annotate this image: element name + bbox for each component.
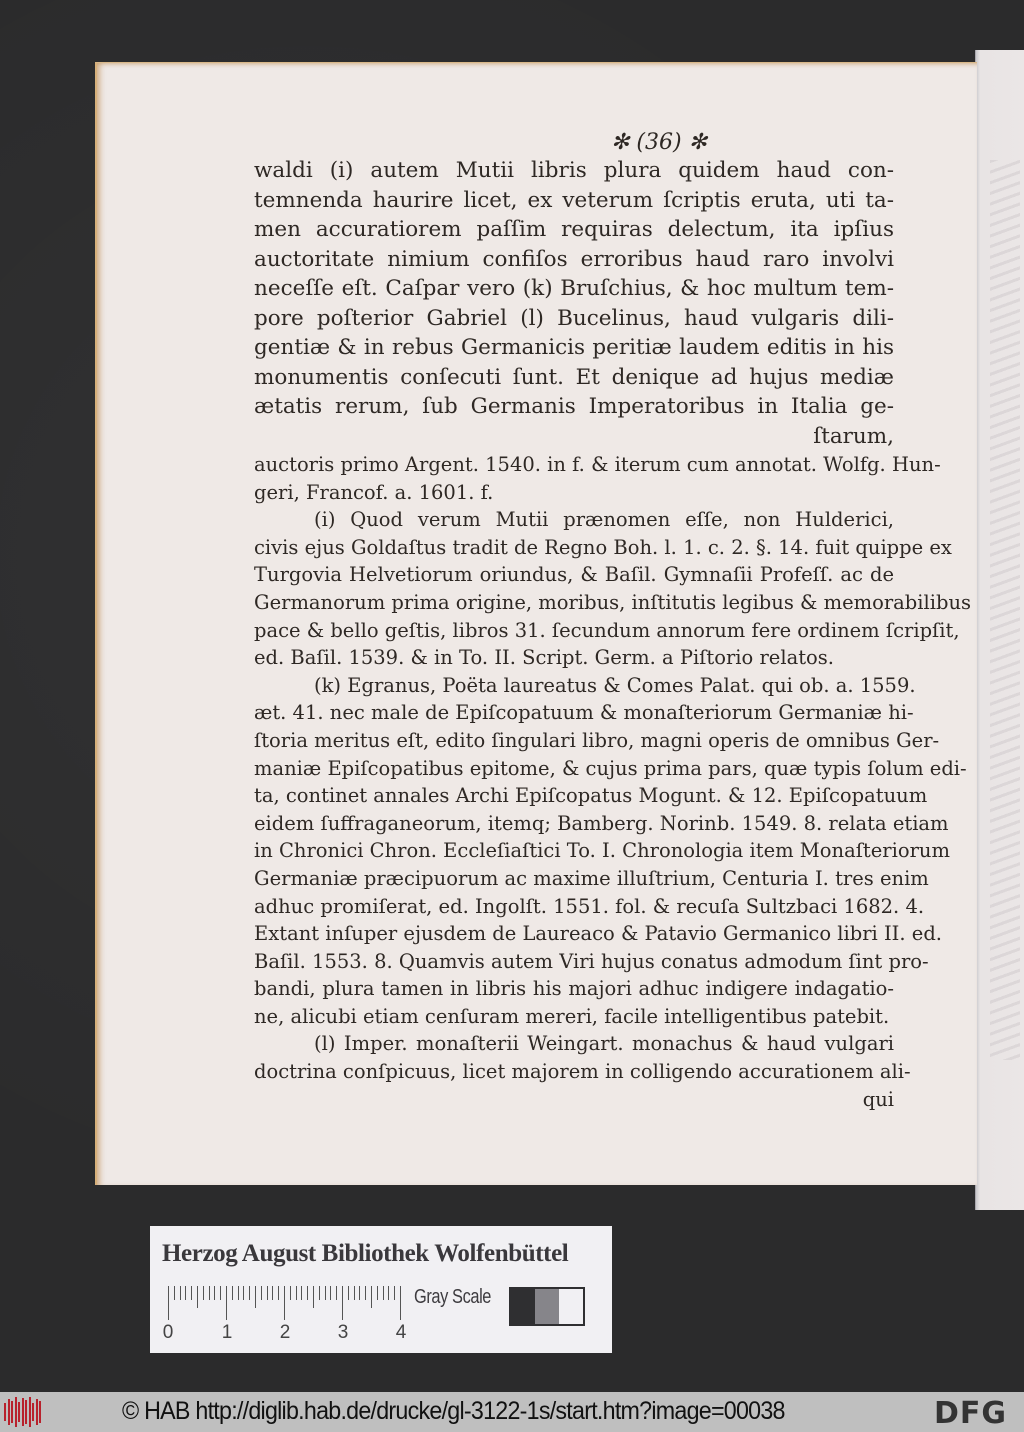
ruler-tick <box>249 1286 250 1300</box>
logo-bar <box>22 1398 24 1426</box>
gray-swatch-dark <box>511 1289 535 1324</box>
ruler-tick <box>383 1286 384 1300</box>
ruler-label: 1 <box>221 1322 233 1343</box>
ruler-tick <box>394 1286 395 1300</box>
ruler-tick <box>174 1286 175 1300</box>
book-page <box>95 62 977 1185</box>
ruler-tick <box>377 1286 378 1300</box>
ruler-label: 2 <box>279 1322 291 1343</box>
footnote-line: civis ejus Goldaſtus tradit de Regno Boh. l. 1. c. 2. §. 14. fuit quippe ex <box>254 535 952 559</box>
footnote-line: in Chronici Chron. Eccleſiaſtici To. I. Chronologia item Monaſteriorum <box>254 839 950 863</box>
footnotes <box>254 451 972 1113</box>
ruler-tick <box>296 1286 297 1300</box>
footnote-line: Turgovia Helvetiorum oriundus, & Baſil. Gymnaſii Profeſſ. ac de <box>254 563 894 587</box>
ruler-tick <box>272 1286 273 1300</box>
logo-bar <box>29 1397 31 1427</box>
library-name: Herzog August Bibliothek Wolfenbüttel <box>162 1240 569 1267</box>
ruler-tick <box>214 1286 215 1300</box>
footnote-line: maniæ Epiſcopatibus epitome, & cujus prima pars, quæ typis ſolum edi- <box>254 756 967 780</box>
ruler-tick <box>255 1286 256 1308</box>
ruler-tick <box>284 1286 285 1320</box>
logo-bar <box>4 1403 6 1421</box>
logo-bar <box>32 1403 34 1421</box>
main-line: neceſſe eſt. Caſpar vero (k) Bruſchius, & hoc multum tem- <box>254 276 894 301</box>
footnote-line: auctoris primo Argent. 1540. in f. & iterum cum annotat. Wolfg. Hun- <box>254 453 941 476</box>
main-line: waldi (i) autem Mutii libris plura quidem haud con- <box>254 158 894 183</box>
ruler-tick <box>290 1286 291 1300</box>
ruler-tick <box>365 1286 366 1300</box>
show-through-text <box>990 160 1020 1060</box>
logo-bar <box>39 1401 41 1423</box>
logo-bar <box>8 1399 10 1425</box>
gray-swatch-light <box>559 1289 583 1324</box>
page-number: ✻ (36) ✻ <box>610 130 707 155</box>
ruler-tick <box>371 1286 372 1308</box>
footnote-line: Germanorum prima origine, moribus, inſtitutis legibus & memorabilibus <box>254 590 972 614</box>
footnote-line: geri, Francof. a. 1601. f. <box>254 480 494 504</box>
ruler-tick <box>185 1286 186 1300</box>
ruler-tick <box>336 1286 337 1300</box>
ruler-tick <box>209 1286 210 1300</box>
footnote-line: adhuc promiſerat, ed. Ingolſt. 1551. fol. & recuſa Sultzbaci 1682. 4. <box>254 894 925 918</box>
gray-scale-label: Gray Scale <box>414 1286 492 1308</box>
footnote-line: doctrina conſpicuus, licet majorem in colligendo accurationem ali- <box>254 1060 911 1084</box>
footnote-i: (i) Quod verum Mutii prænomen eſſe, non Hulderici, <box>314 508 894 532</box>
ruler-tick <box>354 1286 355 1300</box>
footnote-line: Baſil. 1553. 8. Quamvis autem Viri hujus conatus admodum ſint pro- <box>254 949 929 973</box>
logo-bar <box>11 1401 13 1423</box>
dfg-logo-icon: DFG <box>934 1396 1008 1431</box>
ruler-tick <box>261 1286 262 1300</box>
adjacent-page-edge <box>975 50 1024 1210</box>
footnote-line: pace & bello geſtis, libros 31. ſecundum annorum fere ordinem ſcripſit, <box>254 618 960 642</box>
ruler-tick <box>180 1286 181 1300</box>
footnote-line: ed. Baſil. 1539. & in To. II. Script. Germ. a Piſtorio relatos. <box>254 646 834 670</box>
main-line: temnenda haurire licet, ex veterum ſcriptis eruta, uti ta- <box>254 187 894 213</box>
main-line: pore poſterior Gabriel (l) Bucelinus, haud vulgaris dili- <box>254 305 894 331</box>
footnote-line: æt. 41. nec male de Epiſcopatuum & monaſteriorum Germaniæ hi- <box>254 701 914 725</box>
ruler-tick <box>400 1286 401 1320</box>
ruler-tick <box>325 1286 326 1300</box>
main-line: monumentis conſecuti ſunt. Et denique ad hujus mediæ <box>254 364 894 390</box>
footnote-line: eidem ſuffraganeorum, itemq; Bamberg. Norinb. 1549. 8. relata etiam <box>254 811 949 835</box>
page-text <box>254 130 972 1113</box>
gray-swatch-mid <box>535 1289 559 1324</box>
ruler-tick <box>319 1286 320 1300</box>
ruler-tick <box>267 1286 268 1300</box>
main-line: ætatis rerum, ſub Germanis Imperatoribus in Italia ge- <box>254 394 894 419</box>
ruler-tick <box>313 1286 314 1308</box>
copyright-link[interactable]: © HAB http://diglib.hab.de/drucke/gl-3122-1s/start.htm?image=00038 <box>122 1397 785 1425</box>
main-line: auctoritate nimium confiſos erroribus haud raro involvi <box>254 246 894 272</box>
main-line: men accuratiorem paſſim requiras delectum, ita ipſius <box>254 217 894 242</box>
footnote-line: bandi, plura tamen in libris his majori adhuc indigere indagatio- <box>254 977 894 1001</box>
ruler-tick <box>307 1286 308 1300</box>
ruler-tick <box>388 1286 389 1300</box>
logo-bar <box>18 1402 20 1422</box>
footnote-line: Germaniæ præcipuorum ac maxime illuſtrium, Centuria I. tres enim <box>254 866 929 890</box>
ruler-tick <box>348 1286 349 1300</box>
main-line: gentiæ & in rebus Germanicis peritiæ laudem editis in his <box>254 335 894 360</box>
ruler-tick <box>197 1286 198 1308</box>
footnote-line: ta, continet annales Archi Epiſcopatus Mogunt. & 12. Epiſcopatuum <box>254 784 928 808</box>
viewer-footer <box>0 1392 1024 1432</box>
ruler-tick <box>226 1286 227 1320</box>
ruler-icon <box>168 1286 404 1320</box>
ruler-tick <box>342 1286 343 1320</box>
footnote-line: ſtoria meritus eſt, edito ſingulari libro, magni operis de omnibus Ger- <box>254 728 940 752</box>
main-line: ſtarum, <box>813 423 894 449</box>
ruler-tick <box>278 1286 279 1300</box>
footnote-line: ne, alicubi etiam cenſuram mereri, facile intelligentibus patebit. <box>254 1004 890 1028</box>
ruler-tick <box>203 1286 204 1300</box>
ruler-tick <box>232 1286 233 1300</box>
footnote-l: (l) Imper. monaſterii Weingart. monachus & haud vulgari <box>314 1032 894 1056</box>
gray-scale-swatch <box>509 1287 585 1326</box>
library-scale-card <box>150 1226 612 1353</box>
ruler-tick <box>191 1286 192 1300</box>
logo-bar <box>36 1399 38 1425</box>
footnote-k: (k) Egranus, Poëta laureatus & Comes Palat. qui ob. a. 1559. <box>314 673 916 697</box>
ruler-tick <box>330 1286 331 1300</box>
ruler-tick <box>238 1286 239 1300</box>
ruler-tick <box>301 1286 302 1300</box>
hab-logo-icon <box>4 1396 46 1428</box>
logo-bar <box>25 1400 27 1424</box>
catchword: qui <box>862 1087 894 1111</box>
main-text <box>254 156 894 451</box>
ruler-label: 4 <box>395 1322 407 1343</box>
ruler-tick <box>243 1286 244 1300</box>
ruler-label: 0 <box>162 1322 174 1343</box>
ruler-tick <box>168 1286 169 1320</box>
footnote-line: Extant inſuper ejusdem de Laureaco & Patavio Germanico libri II. ed. <box>254 922 942 946</box>
logo-bar <box>15 1397 17 1427</box>
ruler-tick <box>359 1286 360 1300</box>
ruler-label: 3 <box>337 1322 349 1343</box>
ruler-tick <box>220 1286 221 1300</box>
